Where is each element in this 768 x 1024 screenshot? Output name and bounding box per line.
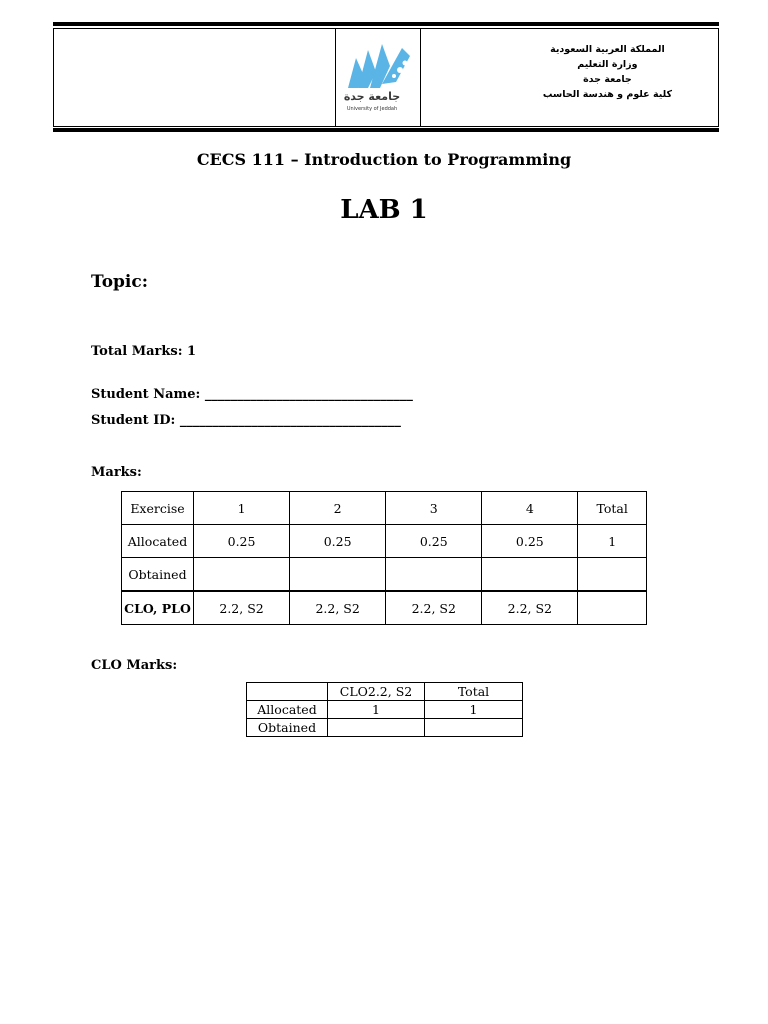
table-cell: 1	[425, 701, 523, 719]
document-header	[53, 22, 719, 133]
clo-marks-table	[246, 682, 523, 737]
table-cell: CLO, PLO	[122, 591, 194, 625]
header-rule-bottom-thick	[53, 128, 719, 132]
table-cell	[578, 558, 647, 592]
table-cell: 2.2, S2	[290, 591, 386, 625]
table-cell	[194, 558, 290, 592]
table-row-obtained	[122, 558, 647, 592]
table-cell: Exercise	[122, 492, 194, 525]
clo-marks-label: CLO Marks:	[91, 658, 178, 673]
table-cell: 4	[482, 492, 578, 525]
table-cell: 0.25	[290, 525, 386, 558]
table-row-allocated	[122, 525, 647, 558]
table-row-header	[122, 492, 647, 525]
table-cell: 0.25	[386, 525, 482, 558]
university-logo-icon	[342, 36, 414, 116]
table-cell: Allocated	[122, 525, 194, 558]
header-rule-bottom-thin	[53, 126, 719, 127]
table-cell: 0.25	[194, 525, 290, 558]
lab-title: LAB 1	[340, 195, 428, 225]
table-cell: 2.2, S2	[386, 591, 482, 625]
table-cell: Allocated	[247, 701, 328, 719]
student-id-field: Student ID: __________________________________	[91, 413, 401, 428]
table-cell: 1	[328, 701, 425, 719]
logo-arabic-text: جامعة جدة	[343, 90, 401, 103]
marks-table	[121, 491, 647, 625]
table-row-allocated	[247, 701, 523, 719]
arabic-line-ministry: وزارة التعليم	[577, 59, 638, 70]
arabic-institution-block	[543, 42, 672, 102]
header-box	[53, 28, 719, 127]
table-row-header	[247, 683, 523, 701]
table-row-clo-plo	[122, 591, 647, 625]
table-row-obtained	[247, 719, 523, 737]
header-rule-top-thick	[53, 22, 719, 26]
table-cell: 1	[194, 492, 290, 525]
table-cell: Obtained	[247, 719, 328, 737]
header-cell-left	[54, 28, 336, 127]
arabic-line-college: كلية علوم و هندسة الحاسب	[542, 89, 672, 100]
arabic-line-kingdom: المملكة العربية السعودية	[550, 44, 665, 55]
arabic-line-university: جامعة جدة	[583, 74, 632, 85]
table-cell: 2.2, S2	[482, 591, 578, 625]
table-cell	[482, 558, 578, 592]
table-cell: Total	[578, 492, 647, 525]
header-cell-arabic	[421, 28, 718, 127]
table-cell	[247, 683, 328, 701]
course-title: CECS 111 – Introduction to Programming	[196, 150, 572, 169]
header-cell-logo	[336, 28, 421, 127]
table-cell: 0.25	[482, 525, 578, 558]
table-cell: Obtained	[122, 558, 194, 592]
table-cell	[386, 558, 482, 592]
topic-label: Topic:	[91, 272, 149, 292]
table-cell: 3	[386, 492, 482, 525]
logo-english-text: University of Jeddah	[346, 106, 398, 112]
table-cell	[290, 558, 386, 592]
marks-label: Marks:	[91, 465, 142, 480]
table-cell	[328, 719, 425, 737]
total-marks: Total Marks: 1	[91, 344, 197, 359]
table-cell	[578, 591, 647, 625]
table-cell: Total	[425, 683, 523, 701]
table-cell	[425, 719, 523, 737]
table-cell: 2.2, S2	[194, 591, 290, 625]
table-cell: CLO2.2, S2	[328, 683, 425, 701]
student-name-field: Student Name: ________________________________	[91, 387, 413, 402]
table-cell: 1	[578, 525, 647, 558]
table-cell: 2	[290, 492, 386, 525]
